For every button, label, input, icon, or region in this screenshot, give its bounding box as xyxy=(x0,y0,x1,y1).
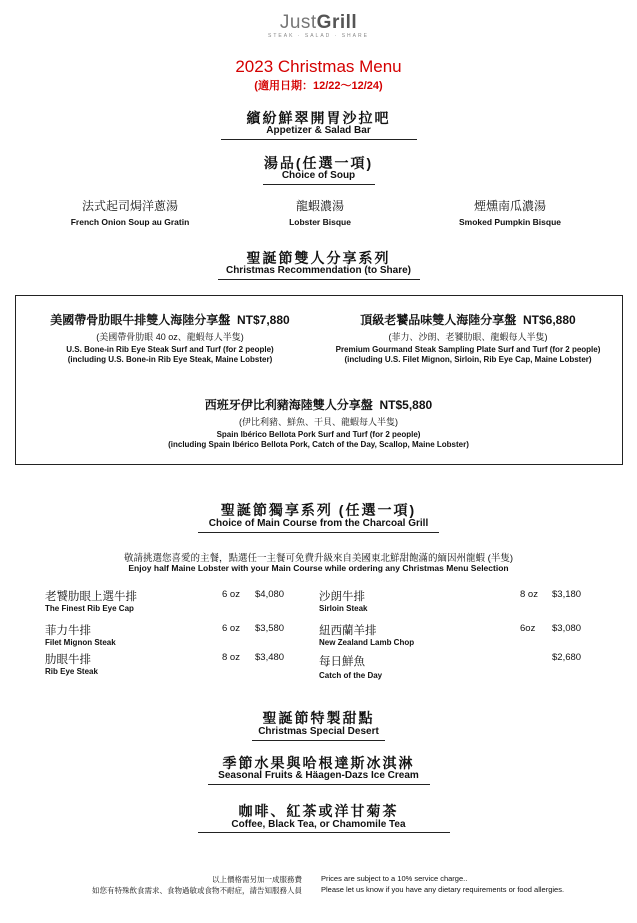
dessert-item-zh: 季節水果與哈根達斯冰淇淋 xyxy=(222,755,415,771)
main-promo-zh: 敬請挑選您喜愛的主餐，點選任一主餐可免費升級來自美國東北鮮甜飽滿的緬因州龍蝦 (半隻) xyxy=(124,553,513,564)
platter-price: NT$5,880 xyxy=(379,398,433,412)
menu-title: 2023 Christmas Menu xyxy=(235,57,402,76)
share-platter xyxy=(100,396,537,449)
platter-name-zh: 頂級老饕品味雙人海陸分享盤 xyxy=(360,313,517,327)
main-item-en: Sirloin Steak xyxy=(319,604,368,613)
main-item-size: 8 oz xyxy=(222,652,240,663)
main-item-price: $3,580 xyxy=(255,623,285,634)
soup-underline xyxy=(263,184,375,185)
main-item-price: $3,480 xyxy=(255,652,285,663)
soup-item-en: Smoked Pumpkin Bisque xyxy=(458,217,562,227)
main-item-price: $3,180 xyxy=(552,589,582,600)
soup-item-en: French Onion Soup au Gratin xyxy=(70,217,190,227)
dessert-title-en: Christmas Special Desert xyxy=(258,726,379,737)
soup-item-zh: 煙燻南瓜濃湯 xyxy=(473,199,546,213)
soup-item xyxy=(430,197,590,227)
main-item-zh: 每日鮮魚 xyxy=(319,656,365,668)
footer-service-en: Prices are subject to a 10% service charge.. xyxy=(321,874,468,883)
soup-title-en: Choice of Soup xyxy=(281,170,356,181)
main-underline xyxy=(198,532,439,533)
dessert-item-en: Seasonal Fruits & Häagen-Dazs Ice Cream xyxy=(218,770,419,781)
platter-detail-en: (including U.S. Bone-in Rib Eye Steak, Maine Lobster) xyxy=(67,355,273,364)
soup-item xyxy=(240,197,400,227)
soup-item xyxy=(50,197,210,227)
main-item-en: The Finest Rib Eye Cap xyxy=(45,604,134,613)
appetizer-underline xyxy=(221,139,417,140)
drinks-en: Coffee, Black Tea, or Chamomile Tea xyxy=(231,819,406,830)
dessert-item-underline xyxy=(208,784,430,785)
platter-name-en: Spain Ibérico Bellota Pork Surf and Turf (for 2 people) xyxy=(216,430,421,439)
share-platter xyxy=(318,311,618,364)
brand-name-light: Just xyxy=(279,12,317,33)
soup-item-zh: 法式起司焗洋蔥湯 xyxy=(81,199,178,213)
platter-price: NT$7,880 xyxy=(236,313,290,327)
footer-allergy-en: Please let us know if you have any dietary requirements or food allergies. xyxy=(321,885,565,894)
platter-note: (美國帶骨肋眼 40 oz、龍蝦每人半隻) xyxy=(96,332,244,342)
main-item-size: 6 oz xyxy=(222,589,240,600)
dessert-underline xyxy=(252,740,385,741)
main-item-price: $2,680 xyxy=(552,652,582,663)
main-item-price: $4,080 xyxy=(255,589,285,600)
share-platter xyxy=(20,311,320,364)
footer-service-zh: 以上價格需另加一成服務費 xyxy=(212,875,302,884)
drinks-underline xyxy=(198,832,450,833)
main-item-price: $3,080 xyxy=(552,623,582,634)
platter-detail-en: (including U.S. Filet Mignon, Sirloin, Rib Eye Cap, Maine Lobster) xyxy=(344,355,592,364)
footer-allergy-zh: 如您有特殊飲食需求、食物過敏或食物不耐症，請告知服務人員 xyxy=(92,886,302,895)
share-title-en: Christmas Recommendation (to Share) xyxy=(225,265,412,276)
main-item-zh: 紐西蘭羊排 xyxy=(319,625,377,637)
brand-name-bold: Grill xyxy=(316,12,358,33)
platter-price: NT$6,880 xyxy=(522,313,576,327)
share-underline xyxy=(218,279,420,280)
platter-note: (菲力、沙朗、老饕肋眼、龍蝦每人半隻) xyxy=(388,332,548,342)
soup-title-zh: 湯品(任選一項) xyxy=(263,155,374,171)
platter-name-zh: 西班牙伊比利豬海陸雙人分享盤 xyxy=(204,398,373,412)
platter-note: (伊比利豬、鮮魚、干貝、龍蝦每人半隻) xyxy=(239,417,398,427)
main-title-zh: 聖誕節獨享系列 (任選一項) xyxy=(220,502,417,518)
soup-item-en: Lobster Bisque xyxy=(289,217,351,227)
brand-logo xyxy=(0,12,637,34)
main-title-en: Choice of Main Course from the Charcoal Grill xyxy=(208,518,429,529)
platter-name-en: U.S. Bone-in Rib Eye Steak Surf and Turf (for 2 people) xyxy=(66,345,274,354)
main-item-size: 8 oz xyxy=(520,589,538,600)
soup-item-zh: 龍蝦濃湯 xyxy=(295,199,344,213)
main-item-size: 6oz xyxy=(520,623,536,634)
main-promo-en: Enjoy half Maine Lobster with your Main Course while ordering any Christmas Menu Selection xyxy=(128,563,509,573)
menu-dates: (適用日期：12/22～12/24) xyxy=(254,80,383,92)
main-item-en: Filet Mignon Steak xyxy=(45,638,116,647)
main-item-zh: 老饕肋眼上選牛排 xyxy=(45,591,137,603)
dessert-title-zh: 聖誕節特製甜點 xyxy=(262,710,375,726)
main-item-size: 6 oz xyxy=(222,623,240,634)
main-item-en: Rib Eye Steak xyxy=(45,667,98,676)
main-item-zh: 沙朗牛排 xyxy=(319,591,365,603)
main-item-en: New Zealand Lamb Chop xyxy=(319,638,415,647)
platter-detail-en: (including Spain Ibérico Bellota Pork, Catch of the Day, Scallop, Maine Lobster) xyxy=(168,440,469,449)
share-title-zh: 聖誕節雙人分享系列 xyxy=(246,250,391,266)
appetizer-title-zh: 繽紛鮮翠開胃沙拉吧 xyxy=(246,110,391,126)
platter-name-zh: 美國帶骨肋眼牛排雙人海陸分享盤 xyxy=(50,313,231,327)
main-item-zh: 菲力牛排 xyxy=(45,625,91,637)
main-item-en: Catch of the Day xyxy=(319,671,383,680)
platter-name-en: Premium Gourmand Steak Sampling Plate Surf and Turf (for 2 people) xyxy=(335,345,601,354)
appetizer-title-en: Appetizer & Salad Bar xyxy=(266,125,371,136)
drinks-zh: 咖啡、紅茶或洋甘菊茶 xyxy=(238,803,399,819)
brand-tagline: STEAK · SALAD · SHARE xyxy=(268,33,369,39)
main-item-zh: 肋眼牛排 xyxy=(45,654,91,666)
